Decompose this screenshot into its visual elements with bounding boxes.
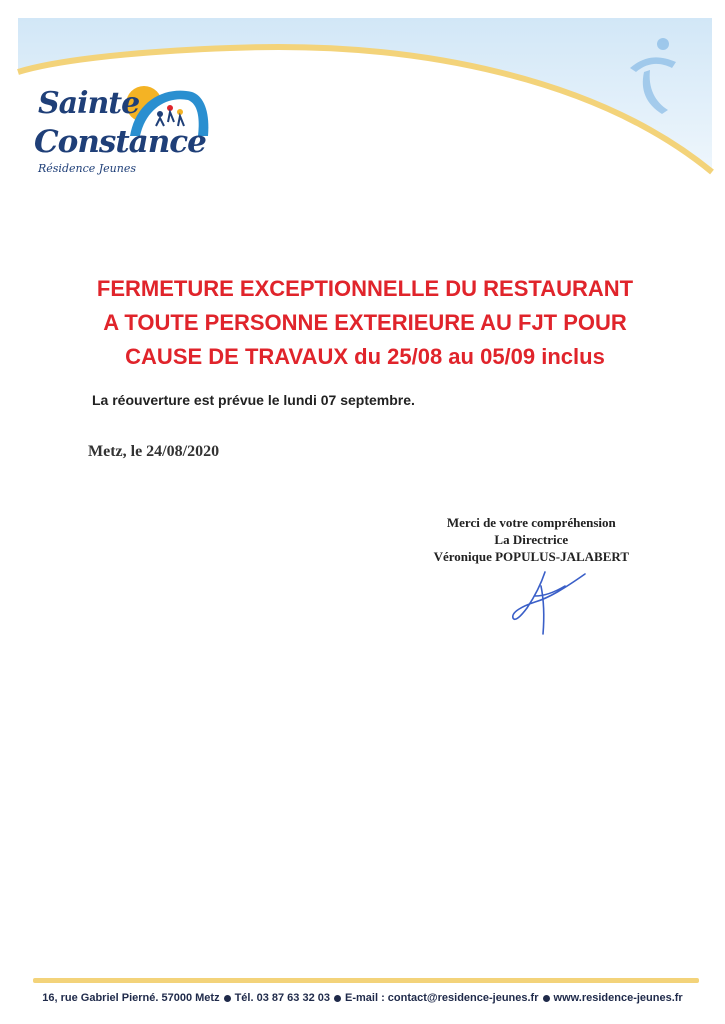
footer-email[interactable]: E-mail : contact@residence-jeunes.fr [345,992,539,1004]
footer-address: 16, rue Gabriel Pierné. 57000 Metz [42,992,220,1004]
notice-title-line: CAUSE DE TRAVAUX du 25/08 au 05/09 inclus [125,344,605,369]
signatory-name: Véronique POPULUS-JALABERT [433,549,629,564]
logo-name-line2: Constance [34,124,206,160]
footer-contact [0,992,725,1004]
signatory-role: La Directrice [494,532,569,547]
notice-title-line: FERMETURE EXCEPTIONNELLE DU RESTAURANT [96,276,634,301]
signature-block [434,514,629,565]
handwritten-signature [505,566,595,641]
logo-subtitle: Résidence Jeunes [38,162,137,175]
footer-website[interactable]: www.residence-jeunes.fr [553,992,683,1004]
footer-divider [33,978,699,983]
notice-title [60,272,670,374]
place-date: Metz, le 24/08/2020 [88,443,220,460]
footer-phone: Tél. 03 87 63 32 03 [234,992,330,1004]
logo [30,80,210,180]
notice-title-line: A TOUTE PERSONNE EXTERIEURE AU FJT POUR [103,310,627,335]
logo-name-line1: Sainte [38,86,140,121]
thanks-line: Merci de votre compréhension [446,515,616,530]
bullet-icon [224,995,231,1002]
bullet-icon [334,995,341,1002]
reopening-note: La réouverture est prévue le lundi 07 septembre. [92,392,415,408]
bullet-icon [543,995,550,1002]
